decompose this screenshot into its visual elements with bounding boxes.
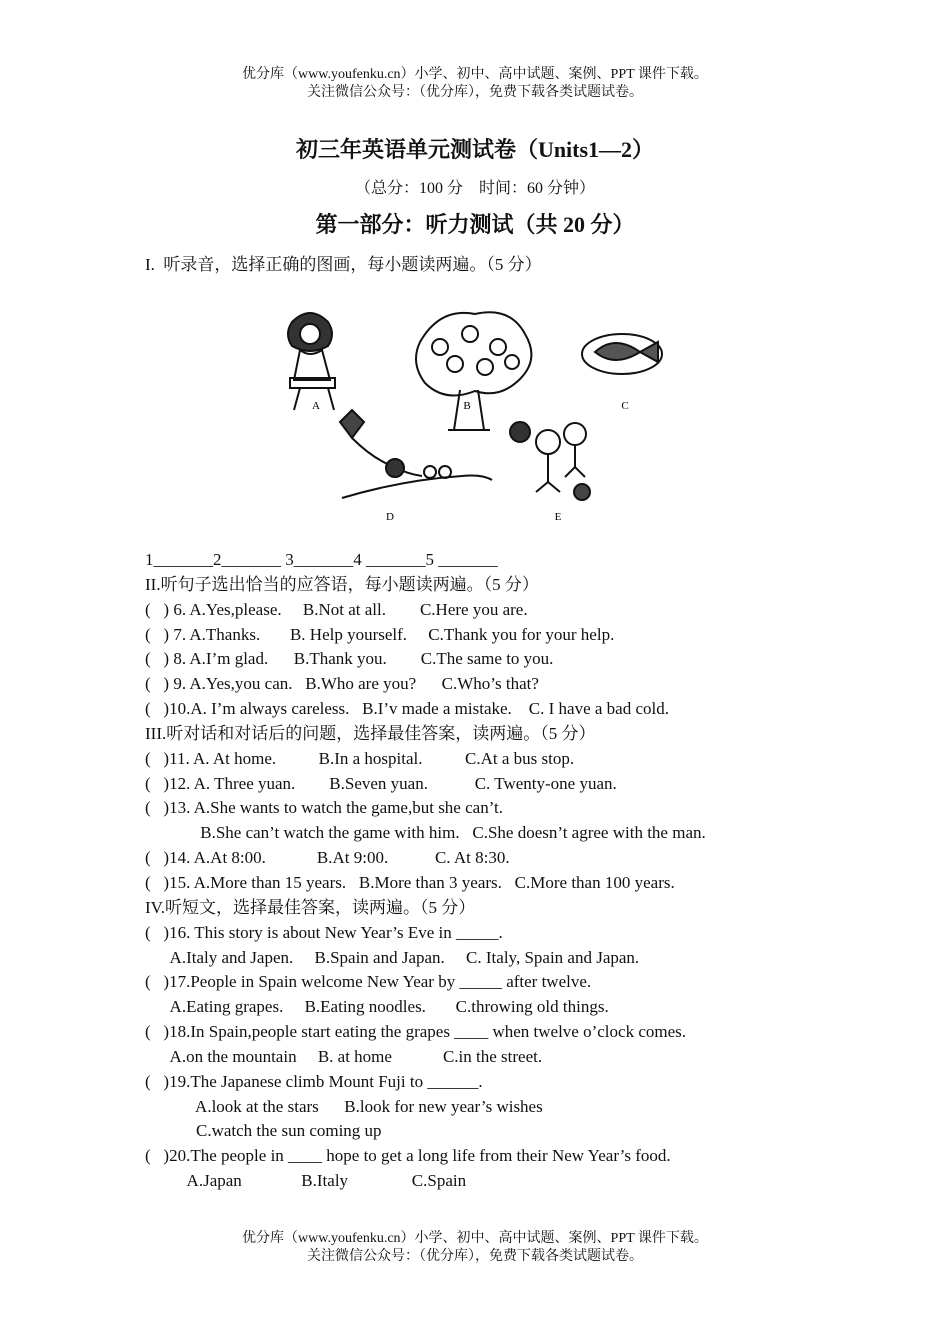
question-line: ( )17.People in Spain welcome New Year by _____ after twelve. xyxy=(145,972,592,992)
header-line-2: 关注微信公众号：（优分库），免费下载各类试题试卷。 xyxy=(307,85,643,100)
question-line: C.watch the sun coming up xyxy=(145,1121,382,1141)
question-line: A.Italy and Japen. B.Spain and Japan. C. Italy, Spain and Japan. xyxy=(145,947,640,967)
picture-label-e: E xyxy=(554,511,562,523)
question-line: ( )18.In Spain,people start eating the grapes ____ when twelve o’clock comes. xyxy=(145,1022,687,1042)
question-line: ( ) 8. A.I’m glad. B.Thank you. C.The same to you. xyxy=(145,649,554,669)
question-body xyxy=(145,548,825,1194)
question-line: ( )19.The Japanese climb Mount Fuji to ______. xyxy=(145,1071,483,1091)
question-line: ( )16. This story is about New Year’s Eve in _____. xyxy=(145,922,503,942)
question-line: ( )15. A.More than 15 years. B.More than 3 years. C.More than 100 years. xyxy=(145,872,675,892)
section-heading: IV.听短文，选择最佳答案，读两遍。（5 分） xyxy=(145,897,476,917)
question-line: ( )11. A. At home. B.In a hospital. C.At a bus stop. xyxy=(145,748,575,768)
picture-e-children-icon xyxy=(510,422,590,500)
page-footer xyxy=(0,1230,950,1266)
section-heading: III.听对话和对话后的问题，选择最佳答案，读两遍。（5 分） xyxy=(145,723,596,743)
picture-label-c: C xyxy=(621,400,629,412)
header-line-1: 优分库（www.youfenku.cn）小学、初中、高中试题、案例、PPT 课件下载。 xyxy=(242,67,708,82)
part-one-heading: 第一部分：听力测试（共 20 分） xyxy=(315,212,635,237)
picture-label-b: B xyxy=(463,400,471,412)
footer-line-2: 关注微信公众号：（优分库），免费下载各类试题试卷。 xyxy=(307,1249,643,1264)
picture-b-tree-icon xyxy=(416,312,531,430)
exam-title: 初三年英语单元测试卷（Units1—2） xyxy=(295,137,655,162)
question-line: B.She can’t watch the game with him. C.She doesn’t agree with the man. xyxy=(145,823,706,843)
question-line: ( )12. A. Three yuan. B.Seven yuan. C. Twenty-one yuan. xyxy=(145,773,617,793)
question-line: A.look at the stars B.look for new year’s wishes xyxy=(145,1096,543,1116)
picture-a-woman-icon xyxy=(288,313,335,410)
section-one-instruction: I. 听录音，选择正确的图画，每小题读两遍。（5 分） xyxy=(145,255,542,274)
question-line: ( )13. A.She wants to watch the game,but she can’t. xyxy=(145,798,504,818)
picture-label-a: A xyxy=(312,400,320,412)
listening-pictures xyxy=(270,292,680,527)
section-heading: II.听句子选出恰当的应答语，每小题读两遍。（5 分） xyxy=(145,574,539,594)
question-line: ( )20.The people in ____ hope to get a long life from their New Year’s food. xyxy=(145,1146,671,1166)
picture-label-d: D xyxy=(386,511,394,523)
picture-d-kite-icon xyxy=(340,410,492,498)
question-line: ( ) 6. A.Yes,please. B.Not at all. C.Here you are. xyxy=(145,599,528,619)
page-header xyxy=(0,66,950,102)
picture-c-fish-icon xyxy=(582,334,662,374)
question-line: A.on the mountain B. at home C.in the street. xyxy=(145,1046,543,1066)
question-line: ( )10.A. I’m always careless. B.I’v made a mistake. C. I have a bad cold. xyxy=(145,699,669,719)
question-line: A.Eating grapes. B.Eating noodles. C.throwing old things. xyxy=(145,997,609,1017)
answer-blanks: 1_______2_______ 3_______4 _______5 _______ xyxy=(145,550,498,569)
exam-meta: （总分：100 分 时间：60 分钟） xyxy=(354,180,595,197)
question-line: ( )14. A.At 8:00. B.At 9:00. C. At 8:30. xyxy=(145,848,510,868)
question-line: ( ) 7. A.Thanks. B. Help yourself. C.Thank you for your help. xyxy=(145,624,615,644)
footer-line-1: 优分库（www.youfenku.cn）小学、初中、高中试题、案例、PPT 课件下载。 xyxy=(242,1231,708,1246)
question-line: A.Japan B.Italy C.Spain xyxy=(145,1171,467,1191)
question-line: ( ) 9. A.Yes,you can. B.Who are you? C.Who’s that? xyxy=(145,674,539,694)
